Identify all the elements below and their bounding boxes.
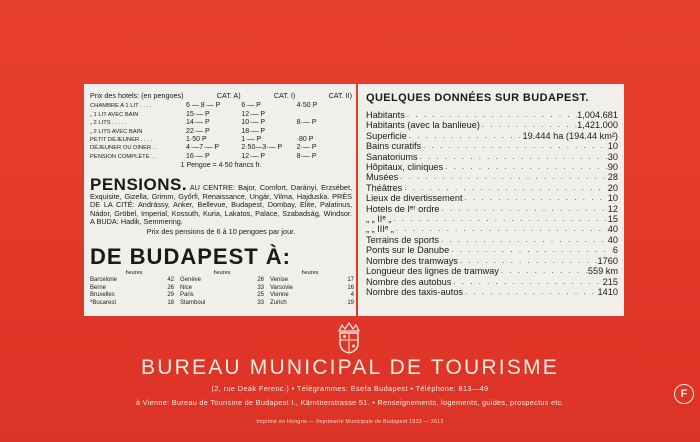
coat-of-arms-icon — [334, 322, 364, 354]
hotel-price-label: „ 2 LITS AVEC BAIN — [90, 128, 143, 135]
hotel-price-label: „ 2 LITS . . . . . — [90, 120, 127, 127]
hotel-price-label: CHAMBRE A 1 LIT . . . . — [90, 103, 152, 110]
fact-value: 1410 — [597, 286, 618, 297]
hotel-price-ii — [297, 111, 352, 119]
facts-title: QUELQUES DONNÉES SUR BUDAPEST. — [366, 92, 589, 104]
fact-row — [366, 131, 618, 141]
fact-value: 1,004.681 — [577, 110, 618, 120]
city-name: Genève — [180, 277, 202, 284]
hotel-price-a: 6 — 8 — P — [186, 102, 221, 110]
vienne-office: à Vienne: Bureau de Tourisme de Budapest I., Kärntnerstrasse 51. • Renseignements, logements, guides, prospectus etc. — [136, 398, 564, 407]
fact-value: 559 km — [587, 266, 618, 277]
dot-leader — [421, 141, 608, 151]
fact-value: 12 — [607, 203, 618, 214]
cat-a-header: CAT. A) — [216, 91, 241, 100]
dot-leader — [440, 204, 608, 214]
hotel-price-ii — [297, 128, 352, 136]
dot-leader — [449, 245, 613, 255]
left-panel — [84, 84, 356, 316]
travel-hours: 33 — [257, 299, 264, 306]
hotel-price-ii: 8·— P — [296, 119, 317, 127]
hotel-price-label: PETIT DÉJEUNER . . . . — [90, 137, 153, 144]
city-name: Stamboul — [180, 299, 206, 306]
heures-label: heures — [213, 270, 231, 276]
travel-hours: 26 — [167, 284, 174, 291]
fact-value: 215 — [602, 276, 618, 287]
hotel-price-i: 12·— P — [241, 110, 266, 118]
distances-grid — [90, 277, 354, 307]
distance-row — [180, 292, 264, 299]
right-panel — [358, 84, 624, 316]
dot-leader — [407, 131, 523, 141]
travel-hours: 25 — [257, 292, 264, 299]
hotel-price-row — [90, 102, 352, 110]
fact-row — [366, 193, 618, 203]
fact-label: Hôpitaux, cliniques — [366, 162, 444, 173]
dot-leader — [458, 256, 598, 266]
heures-label: heures — [301, 270, 319, 276]
distance-row — [270, 300, 354, 307]
fact-label: Terrains de sports — [366, 234, 440, 245]
fact-value: 90 — [607, 162, 618, 173]
bureau-title: BUREAU MUNICIPAL DE TOURISME — [141, 356, 559, 379]
hotel-price-ii: 4·50 P — [296, 102, 318, 110]
pensions-section — [90, 175, 352, 237]
fact-label: Ponts sur le Danube — [366, 245, 450, 256]
hotel-price-a: 1·50 P — [186, 136, 207, 144]
distance-row — [270, 292, 354, 299]
hotel-price-row — [90, 111, 352, 119]
fact-row — [366, 183, 618, 193]
hotel-price-row — [90, 153, 352, 161]
travel-hours: 42 — [167, 277, 174, 284]
distance-row — [90, 285, 174, 292]
fact-row — [366, 266, 618, 276]
fact-row — [366, 287, 618, 297]
hotel-price-a: 16·— P — [186, 152, 210, 160]
fact-row — [366, 277, 618, 287]
city-name: Barcelone — [90, 277, 118, 284]
hotel-price-i: 2·50—3·— P — [241, 144, 283, 152]
distance-row — [90, 292, 174, 299]
dot-leader — [418, 152, 608, 162]
hotel-price-row — [90, 144, 352, 152]
fact-label: Musées — [366, 172, 399, 183]
distance-row — [180, 277, 264, 284]
fact-value: 10 — [607, 193, 618, 204]
travel-hours: 26 — [257, 277, 264, 284]
hotel-price-row — [90, 136, 352, 144]
hotel-price-a: 4·—7·— P — [186, 144, 220, 152]
fact-label: Habitants — [366, 110, 405, 120]
distance-row — [90, 300, 174, 307]
fact-value: 30 — [607, 151, 618, 162]
fact-row — [366, 172, 618, 182]
hotel-price-i: 18·— P — [241, 127, 266, 135]
travel-hours: 19 — [347, 299, 354, 306]
fact-row — [366, 120, 618, 130]
heures-label: heures — [125, 270, 143, 276]
travel-hours: 29 — [167, 292, 174, 299]
fact-value: 15 — [607, 214, 618, 225]
bureau-address: (2, rue Deák Ferenc.) • Télégrammes: Esefa Budapest • Téléphone: 813—49 — [211, 384, 489, 393]
hotel-price-label: PENSION COMPLÈTE . . — [90, 153, 157, 160]
fact-label: Habitants (avec la banlieue) — [366, 120, 480, 131]
dot-leader — [463, 287, 598, 297]
pensions-list: AU CENTRE: Bajor, Comfort, Darányi, Erzsébet, Exquisite, Gizella, Grimm, Győrfi, Renaissance, Ungár, Vilma, Hajduska. PRÈS DE LA CITÉ: Andrássy, Anker, Bellevue, Budapest, Dombay, Elite, Palatinus, Nádor, Gröbel, Imperial, Kossuth, Kuria, Lakatos, Palace, Szabadság, Windsor. A BUDA: Hadik, Semmering. — [90, 183, 352, 227]
distance-column — [270, 277, 354, 307]
distance-row — [180, 285, 264, 292]
exchange-rate: 1 Pengoe = 4·50 francs fr. — [180, 162, 262, 170]
fact-label: „ „ IIIᵉ „ — [366, 224, 394, 235]
distance-row — [270, 277, 354, 284]
fact-value: 1,421.000 — [577, 120, 618, 131]
fact-label: Nombre des taxis-autos — [366, 286, 464, 297]
imprint-line: Imprimé en Hongrie — Imprimerie Municipale de Budapest 1933 — 2612 — [256, 419, 444, 425]
hotel-prices-header — [90, 92, 352, 100]
dot-leader — [451, 277, 602, 287]
distance-column — [90, 277, 174, 307]
dot-leader — [443, 162, 608, 172]
fact-label: Superficie — [366, 130, 407, 141]
fact-value: 40 — [607, 234, 618, 245]
dot-leader — [398, 172, 608, 182]
city-name: *Bucarest — [90, 299, 117, 306]
dot-leader — [402, 183, 608, 193]
fact-row — [366, 204, 618, 214]
dot-leader — [439, 235, 608, 245]
fact-row — [366, 162, 618, 172]
distances-table — [90, 270, 354, 307]
hotel-prices-title: Prix des hotels: (en pengoes) — [90, 91, 184, 100]
fact-label: Théâtres — [366, 182, 403, 193]
hotel-price-a: 15·— P — [186, 110, 210, 118]
heures-header — [90, 270, 354, 277]
hotel-price-i: 1·— P — [241, 136, 262, 144]
fact-label: Bains curatifs — [366, 141, 422, 152]
dot-leader — [394, 224, 608, 234]
fact-label: Sanatoriums — [366, 151, 418, 162]
dot-leader — [499, 266, 588, 276]
fact-label: „ „ IIᵉ „ — [366, 214, 392, 225]
fact-row — [366, 214, 618, 224]
fact-value: 10 — [607, 141, 618, 152]
travel-hours: 16 — [347, 284, 354, 291]
fact-value: 19.444 ha (194.44 km²) — [522, 130, 618, 141]
dot-leader — [480, 120, 577, 130]
city-name: Paris — [180, 292, 194, 299]
travel-hours: 18 — [167, 299, 174, 306]
hotel-price-i: 10·— P — [241, 119, 266, 127]
distance-row — [90, 277, 174, 284]
fact-value: 28 — [607, 172, 618, 183]
pensions-price-note: Prix des pensions de 6 à 10 pengoes par jour. — [146, 226, 296, 236]
fact-row — [366, 245, 618, 255]
fact-row — [366, 224, 618, 234]
distance-column — [180, 277, 264, 307]
pensions-title: PENSIONS. — [90, 175, 188, 194]
city-name: Zurich — [270, 299, 287, 306]
hotel-price-row — [90, 128, 352, 136]
fact-label: Hotels de Iᵉʳ ordre — [366, 203, 440, 214]
hotel-price-i: 6 — P — [241, 102, 261, 110]
cat-ii-header: CAT. II) — [328, 91, 352, 100]
hotel-price-row — [90, 119, 352, 127]
fact-value: 6 — [612, 245, 618, 256]
hotel-price-i: 12·— P — [241, 152, 266, 160]
fact-row — [366, 110, 618, 120]
distance-row — [270, 285, 354, 292]
city-name: Varsovie — [270, 284, 293, 291]
fact-label: Longueur des lignes de tramway — [366, 266, 499, 277]
travel-hours: 33 — [257, 284, 264, 291]
fact-row — [366, 141, 618, 151]
city-name: Nice — [180, 284, 193, 291]
fact-value: 40 — [607, 224, 618, 235]
city-name: Venise — [270, 277, 289, 284]
hotel-price-ii: ·80 P — [296, 136, 314, 144]
travel-hours: 17 — [347, 277, 354, 284]
fact-value: 20 — [607, 182, 618, 193]
city-name: Bruxelles — [90, 292, 115, 299]
hotel-price-rows — [90, 102, 352, 161]
fact-row — [366, 152, 618, 162]
language-badge: F — [674, 384, 694, 404]
hotel-price-a: 22·— P — [186, 127, 210, 135]
dot-leader — [463, 193, 608, 203]
fact-row — [366, 256, 618, 266]
cat-i-header: CAT. I) — [273, 91, 296, 100]
fact-label: Lieux de divertissement — [366, 193, 463, 204]
city-name: Berne — [90, 284, 107, 291]
fact-label: Nombre des tramways — [366, 255, 458, 266]
facts-list — [366, 110, 618, 297]
hotel-price-ii: 8·— P — [296, 152, 317, 160]
fact-value: 1760 — [597, 255, 618, 266]
dot-leader — [391, 214, 607, 224]
dot-leader — [405, 110, 577, 120]
distances-title: DE BUDAPEST À: — [90, 244, 292, 269]
distance-row — [180, 300, 264, 307]
hotel-prices — [90, 92, 352, 171]
city-name: Vienne — [270, 292, 289, 299]
hotel-price-a: 14·— P — [186, 119, 210, 127]
fact-label: Nombre des autobus — [366, 276, 452, 287]
fact-row — [366, 235, 618, 245]
hotel-price-ii: 2·— P — [296, 144, 317, 152]
hotel-price-label: DÉJEUNER OU DINER . . — [90, 145, 158, 152]
travel-hours: 4 — [350, 292, 354, 299]
hotel-price-label: „ 1 LIT AVEC BAIN — [90, 111, 139, 118]
